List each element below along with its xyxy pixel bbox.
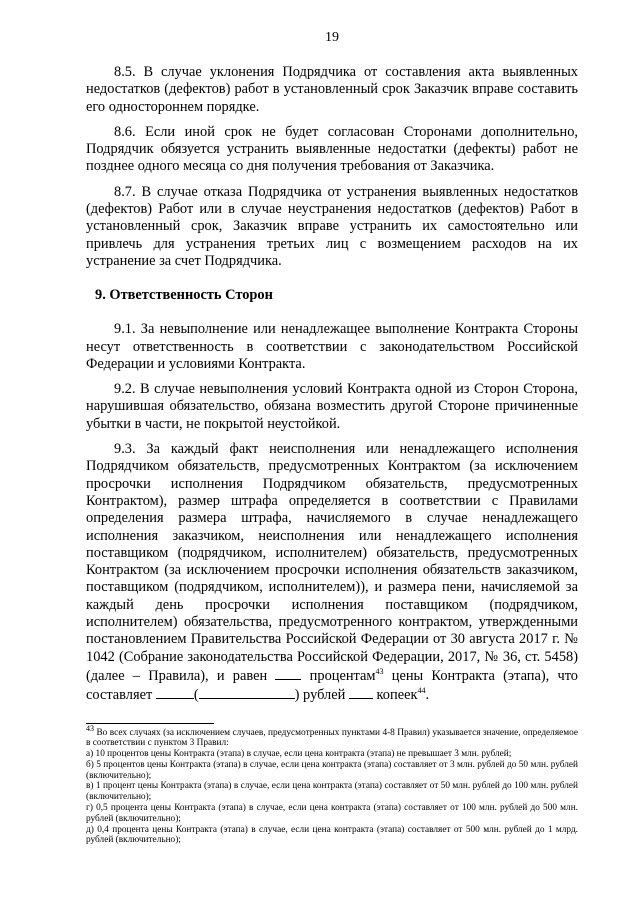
footnote-item-d: д) 0,4 процента цены Контракта (этапа) в случае, если цена контракта (этапа) составляет от 500 млн. рублей до 1 млрд. рублей (включительно); bbox=[86, 824, 578, 846]
footnote-text: Во всех случаях (за исключением случаев, предусмотренных пунктами 4-8 Правил) указывается значение, определяемое в соответствии с пунктом 3 Правил: bbox=[86, 727, 578, 749]
footnote-ref-44: 44 bbox=[417, 686, 426, 696]
footnote-43 bbox=[86, 723, 578, 750]
paragraph-9-1: 9.1. За невыполнение или ненадлежащее выполнение Контракта Стороны несут ответственность в соответствии с законодательством Российской Федерации и условиями Контракта. bbox=[86, 321, 578, 372]
kopecks-blank bbox=[349, 685, 373, 699]
footnote-item-a: а) 10 процентов цены Контракта (этапа) в случае, если цена контракта (этапа) не превышает 3 млн. рублей; bbox=[86, 749, 512, 760]
percent-word: процентам bbox=[309, 667, 376, 684]
kopecks-label: копеек bbox=[376, 687, 418, 704]
open-paren: ( bbox=[193, 687, 199, 704]
paragraph-9-3-end: . bbox=[425, 687, 430, 704]
section-heading: 9. Ответственность Сторон bbox=[95, 287, 273, 304]
amount-blank bbox=[156, 685, 194, 699]
page-number: 19 bbox=[325, 30, 339, 45]
footnote-divider bbox=[86, 723, 214, 724]
percent-blank bbox=[275, 666, 301, 680]
amount-words-blank bbox=[199, 685, 295, 699]
paragraph-9-3-text: 9.3. За каждый факт неисполнения или ненадлежащего исполнения Подрядчиком обязательств, предусмотренных Контрактом (за исключением просрочки исполнения Подрядчиком обязательств, предусмотренных Контрактом), размер штрафа определяется в соответствии с Правилами определения размера штрафа, начисляемого в случае ненадлежащего исполнения заказчиком, неисполнения или ненадлежащего исполнения поставщиком (подрядчиком, исполнителем) обязательств, предусмотренных Контрактом (за исключением просрочки исполнения обязательств заказчиком, поставщиком (подрядчиком, исполнителем)), и размера пени, начисляемой за каждый день просрочки исполнения поставщиком (подрядчиком, исполнителем) обязательства, предусмотренного контрактом, утвержденными постановлением Правительства Российской Федерации от 30 августа 2017 г. № 1042 (Собрание законодательства Российской Федерации, 2017, № 36, ст. 5458) (далее – Правила), и равен bbox=[86, 441, 578, 684]
footnote-ref-43: 43 bbox=[375, 667, 384, 677]
paragraph-8-6: 8.6. Если иной срок не будет согласован Сторонами дополнительно, Подрядчик обязуется устранить выявленные недостатки (дефекты) работ не позднее одного месяца со дня получения требования от Заказчика. bbox=[86, 123, 578, 175]
paragraph-9-3 bbox=[86, 441, 578, 704]
paragraph-8-5: 8.5. В случае уклонения Подрядчика от составления акта выявленных недостатков (дефектов) работ в установленный срок Заказчик вправе составить его одностороннем порядке. bbox=[86, 64, 578, 115]
paragraph-9-3-after-percent: цены Контракта (этапа), что составляет bbox=[86, 667, 579, 704]
paragraph-8-7: 8.7. В случае отказа Подрядчика от устранения выявленных недостатков (дефектов) Работ или в случае неустранения недостатков (дефектов) Работ в установленный срок, Заказчик вправе устранить их самостоятельно или привлечь для устранения третьих лиц с возмещением расходов на их устранение за счет Подрядчика. bbox=[86, 183, 578, 269]
footnote-mark: 43 bbox=[86, 723, 94, 733]
footnote-item-b: б) 5 процентов цены Контракта (этапа) в случае, если цена контракта (этапа) составляет от 3 млн. рублей до 50 млн. рублей (включительно); bbox=[86, 759, 578, 781]
footnote-item-g: г) 0,5 процента цены Контракта (этапа) в случае, если цена контракта (этапа) составляет от 100 млн. рублей до 500 млн. рублей (включительно); bbox=[86, 803, 578, 824]
footnote-item-v: в) 1 процент цены Контракта (этапа) в случае, если цена контракта (этапа) составляет от 50 млн. рублей до 100 млн. рублей (включительно); bbox=[86, 781, 578, 803]
paragraph-9-2: 9.2. В случае невыполнения условий Контракта одной из Сторон Сторона, нарушившая обязательство, обязана возместить другой Стороне причиненные убытки в части, не покрытой неустойкой. bbox=[86, 381, 578, 432]
rubles-label: ) рублей bbox=[294, 687, 346, 704]
